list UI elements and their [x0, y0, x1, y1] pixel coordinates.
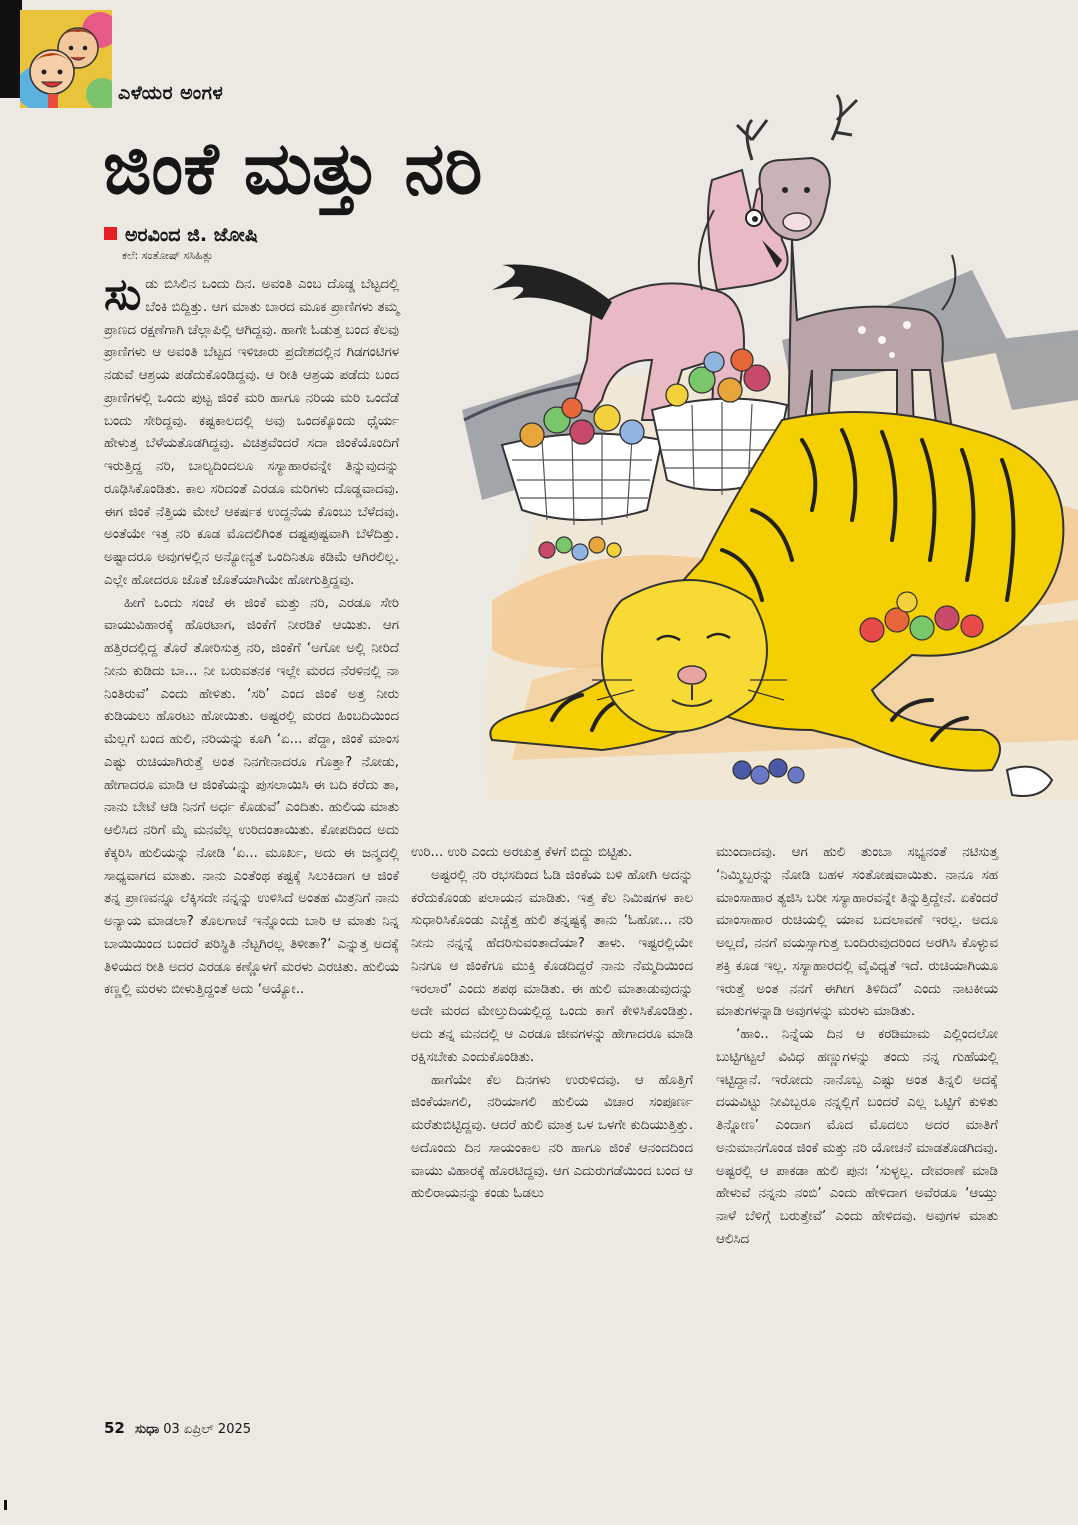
paragraph-1-text: ಡು ಬಿಸಿಲಿನ ಒಂದು ದಿನ. ಅವಂತಿ ಎಂಬ ದೊಡ್ಡ ಬೆಟ್ಟದಲ್ಲಿ ಬೆಂಕಿ ಬಿದ್ದಿತ್ತು. ಆಗ ಮಾತು ಬಾರದ ಮೂಕ ಪ್ರಾಣಿಗಳು ತಮ್ಮ ಪ್ರಾಣದ ರಕ್ಷಣೆಗಾಗಿ ಚೆಲ್ಲಾಪಿಲ್ಲಿ ಆಗಿದ್ದವು. ಹಾಗೇ ಓಡುತ್ತ ಬಂದ ಕೆಲವು ಪ್ರಾಣಿಗಳು ಆ ಅವಂತಿ ಬೆಟ್ಟದ ಇಳಿಜಾರು ಪ್ರದೇಶದಲ್ಲಿನ ಗಿಡಗಂಟಿಗಳ ನಡುವೆ ಆಶ್ರಯ ಪಡೆದುಕೊಂಡಿದ್ದವು. ಆ ರೀತಿ ಆಶ್ರಯ ಪಡೆದು ಬಂದ ಪ್ರಾಣಿಗಳಲ್ಲಿ ಒಂದು ಪುಟ್ಟ ಜಿಂಕೆ ಮರಿ ಹಾಗೂ ನರಿಯ ಮರಿ ಒಂದೆಡೆ ಬಂದು ಸೇರಿದ್ದವು. ಕಷ್ಟಕಾಲದಲ್ಲಿ ಅವು ಒಂದಕ್ಕೊಂದು ಧೈರ್ಯ ಹೇಳುತ್ತ ಬೆಳೆಯತೊಡಗಿದ್ದವು. ವಿಚಿತ್ರವೆಂದರೆ ಸದಾ ಜಿಂಕೆಯೊಂದಿಗೆ ಇರುತ್ತಿದ್ದ ನರಿ, ಬಾಲ್ಯದಿಂದಲೂ ಸಸ್ಯಾಹಾರವನ್ನೇ ತಿನ್ನುವುದನ್ನು ರೂಢಿಸಿಕೊಂಡಿತು. ಕಾಲ ಸರಿದಂತೆ ಎರಡೂ ಮರಿಗಳು ದೊಡ್ಡವಾದವು. ಈಗ ಜಿಂಕೆ ನೆತ್ತಿಯ ಮೇಲೆ ಆಕರ್ಷಕ ಉದ್ದನೆಯ ಕೊಂಬು ಬೆಳೆದವು. ಅಂತೆಯೇ ಇತ್ತ ನರಿ ಕೂಡ ಮೊದಲಿಗಿಂತ ದಷ್ಟಪುಷ್ಟವಾಗಿ ಬೆಳೆದಿತ್ತು. ಅಷ್ಟಾದರೂ ಅವುಗಳಲ್ಲಿನ ಅನ್ಯೋನ್ಯತೆ ಒಂದಿನಿತೂ ಕಡಿಮೆ ಆಗಿರಲಿಲ್ಲ. ಎಲ್ಲೇ ಹೋದರೂ ಜೊತೆ ಜೊತೆಯಾಗಿಯೇ ಹೋಗುತ್ತಿದ್ದವು. [104, 277, 399, 588]
paragraph-1 [104, 269, 399, 593]
paragraph-2: ಹೀಗೆ ಒಂದು ಸಂಜೆ ಈ ಜಿಂಕೆ ಮತ್ತು ನರಿ, ಎರಡೂ ಸೇರಿ ವಾಯುವಿಹಾರಕ್ಕೆ ಹೊರಟಾಗ, ಜಿಂಕೆಗೆ ನೀರಡಿಕೆ ಆಯಿತು. ಆಗ ಹತ್ತಿರದಲ್ಲಿದ್ದ ತೊರೆ ತೋರಿಸುತ್ತ ನರಿ, ಜಿಂಕೆಗೆ ‘ಅಗೋ ಅಲ್ಲಿ ನೀರಿದೆ ನೀನು ಕುಡಿದು ಬಾ... ನೀ ಬರುವತನಕ ಇಲ್ಲೇ ಮರದ ನೆರಳಿನಲ್ಲಿ ನಾ ನಿಂತಿರುವೆ’ ಎಂದು ಹೇಳಿತು. ‘ಸರಿ’ ಎಂದ ಜಿಂಕೆ ಅತ್ತ ನೀರು ಕುಡಿಯಲು ಹೊರಟು ಹೋಯಿತು. ಅಷ್ಟರಲ್ಲಿ ಮರದ ಹಿಂಬದಿಯಿಂದ ಮೆಲ್ಲಗೆ ಬಂದ ಹುಲಿ, ನರಿಯನ್ನು ಕೂಗಿ ‘ಏ... ಪೆದ್ದಾ, ಜಿಂಕೆ ಮಾಂಸ ಎಷ್ಟು ರುಚಿಯಾಗಿರುತ್ತೆ ಅಂತ ನಿನಗೇನಾದರೂ ಗೊತ್ತಾ? ನೋಡು, ಹೇಗಾದರೂ ಮಾಡಿ ಆ ಜಿಂಕೆಯನ್ನು ಪುಸಲಾಯಿಸಿ ಈ ಬದಿ ಕರೆದು ತಾ, ನಾನು ಬೇಟೆ ಆಡಿ ನಿನಗೆ ಅರ್ಧ ಕೊಡುವೆ’ ಎಂದಿತು. ಹುಲಿಯ ಮಾತು ಆಲಿಸಿದ ನರಿಗೆ ಮೈ ಮನವೆಲ್ಲ ಉರಿದಂತಾಯಿತು. ಕೋಪದಿಂದ ಅದು ಕೆಕ್ಕರಿಸಿ ಹುಲಿಯನ್ನು ನೋಡಿ ‘ಏ... ಮೂರ್ಖ, ಅದು ಈ ಜನ್ಮದಲ್ಲಿ ಸಾಧ್ಯವಾಗದ ಮಾತು. ನಾನು ಎಂತೆಂಥ ಕಷ್ಟಕ್ಕೆ ಸಿಲುಕಿದಾಗ ಆ ಜಿಂಕೆ ತನ್ನ ಪ್ರಾಣವನ್ನೂ ಲೆಕ್ಕಿಸದೇ ನನ್ನನ್ನು ಉಳಿಸಿದೆ ಅಂತಹ ಮಿತ್ರನಿಗೆ ನಾನು ಅನ್ಯಾಯ ಮಾಡಲಾ? ತೊಲಗಾಚೆ ಇನ್ನೊಂದು ಬಾರಿ ಆ ಮಾತು ನಿನ್ನ ಬಾಯಿಯಿಂದ ಬಂದರೆ ಪರಿಸ್ಥಿತಿ ನೆಟ್ಟಗಿರಲ್ಲ ತಿಳೀತಾ?’ ಎನ್ನುತ್ತ ಅದಕ್ಕೆ ತಿಳಿಯದ ರೀತಿ ಅದರ ಎರಡೂ ಕಣ್ಣೊಳಗೆ ಮರಳು ಎರಚಿತು. ಹುಲಿಯ ಕಣ್ಣಲ್ಲಿ ಮರಳು ಬೀಳುತ್ತಿದ್ದಂತೆ ಅದು ‘ಅಯ್ಯೋ.. [104, 595, 399, 998]
paragraph-5: ಹಾಗೆಯೇ ಕೆಲ ದಿನಗಳು ಉರುಳಿದವು. ಆ ಹೊತ್ತಿಗೆ ಜಿಂಕೆಯಾಗಲಿ, ನರಿಯಾಗಲಿ ಹುಲಿಯ ವಿಚಾರ ಸಂಪೂರ್ಣ ಮರೆತುಬಿಟ್ಟಿದ್ದವು. ಆದರೆ ಹುಲಿ ಮಾತ್ರ ಒಳ ಒಳಗೇ ಕುದಿಯುತ್ತಿತ್ತು. ಅದೊಂದು ದಿನ ಸಾಯಂಕಾಲ ನರಿ ಹಾಗೂ ಜಿಂಕೆ ಆನಂದದಿಂದ ವಾಯು ವಿಹಾರಕ್ಕೆ ಹೊರಟಿದ್ದವು. ಆಗ ಎದುರುಗಡೆಯಿಂದ ಬಂದ ಆ ಹುಲಿರಾಯನನ್ನು ಕಂಡು ಓಡಲು [411, 1072, 693, 1202]
article-column-1 [104, 269, 399, 1002]
paragraph-7: ‘ಹಾಂ.. ನಿನ್ನೆಯ ದಿನ ಆ ಕರಡಿಮಾಮ ಎಲ್ಲಿಂದಲೋ ಬುಟ್ಟಿಗಟ್ಟಲೆ ವಿವಿಧ ಹಣ್ಣುಗಳನ್ನು ತಂದು ನನ್ನ ಗುಹೆಯಲ್ಲಿ ಇಟ್ಟಿದ್ದಾನೆ. ಇರೋದು ನಾನೊಬ್ಬ ಎಷ್ಟು ಅಂತ ತಿನ್ನಲಿ ಅದಕ್ಕೆ ದಯವಿಟ್ಟು ನೀವಿಬ್ಬರೂ ನನ್ನಲ್ಲಿಗೆ ಬಂದರೆ ಎಲ್ಲ ಒಟ್ಟಿಗೆ ಕುಳಿತು ತಿನ್ನೋಣ’ ಎಂದಾಗ ಮೊದ ಮೊದಲು ಅದರ ಮಾತಿಗೆ ಅನುಮಾನಗೊಂಡ ಜಿಂಕೆ ಮತ್ತು ನರಿ ಯೋಚನೆ ಮಾಡತೊಡಗಿದವು. ಅಷ್ಟರಲ್ಲಿ ಆ ಪಾಕಡಾ ಹುಲಿ ಪುನಃ ‘ಸುಳ್ಳಲ್ಲ. ದೇವರಾಣೆ ಮಾಡಿ ಹೇಳುವೆ ನನ್ನನು ನಂಬಿ’ ಎಂದು ಹೇಳಿದಾಗ ಅವೆರಡೂ ‘ಆಯ್ತು ನಾಳೆ ಬೆಳಿಗ್ಗೆ ಬರುತ್ತೇವೆ’ ಎಂದು ಹೇಳಿದವು. ಅವುಗಳ ಮಾತು ಆಲಿಸಿದ [716, 1027, 998, 1247]
illustration-credit: ಕಲೆ: ಸಂತೋಷ್ ಸಸಿಹಿತ್ಲು [122, 249, 214, 262]
page-number: 52 [104, 1419, 125, 1437]
story-illustration [452, 40, 1078, 840]
paragraph-6: ಮುಂದಾದವು. ಆಗ ಹುಲಿ ತುಂಬಾ ಸಭ್ಯನಂತೆ ನಟಿಸುತ್ತ ‘ನಿಮ್ಮಿಬ್ಬರನ್ನು ನೋಡಿ ಬಹಳ ಸಂತೋಷವಾಯಿತು. ನಾನೂ ಸಹ ಮಾಂಸಾಹಾರ ತ್ಯಜಿಸಿ ಬರೀ ಸಸ್ಯಾಹಾರವನ್ನೇ ತಿನ್ನುತ್ತಿದ್ದೇನೆ. ಏಕೆಂದರೆ ಮಾಂಸಾಹಾರ ರುಚಿಯಲ್ಲಿ ಯಾವ ಬದಲಾವಣೆ ಇರಲ್ಲ. ಅದೂ ಅಲ್ಲದೆ, ನನಗೆ ವಯಸ್ಸಾಗುತ್ತ ಬಂದಿರುವುದರಿಂದ ಅರಗಿಸಿ ಕೊಳ್ಳುವ ಶಕ್ತಿ ಕೂಡ ಇಲ್ಲ. ಸಸ್ಯಾಹಾರದಲ್ಲಿ ವೈವಿಧ್ಯತೆ ಇದೆ. ರುಚಿಯಾಗಿಯೂ ಇರುತ್ತೆ ಅಂತ ನನಗೆ ಈಗೀಗ ತಿಳಿದಿದೆ’ ಎಂದು ನಾಟಕೀಯ ಮಾತುಗಳನ್ನಾಡಿ ಅವುಗಳನ್ನು ಮರಳು ಮಾಡಿತು. [716, 845, 998, 1020]
issue-date: 03 ಏಪ್ರಿಲ್ 2025 [163, 1422, 252, 1437]
magazine-name: ಸುಧಾ [135, 1422, 160, 1437]
paragraph-3: ಉರಿ... ಉರಿ ಎಂದು ಅರಚುತ್ತ ಕೆಳಗೆ ಬಿದ್ದು ಬಿಟ್ಟಿತು. [411, 845, 633, 860]
page-footer [104, 1419, 251, 1437]
article-column-3 [716, 842, 998, 1252]
section-label: ಎಳೆಯರ ಅಂಗಳ [118, 82, 224, 104]
author-line [104, 224, 258, 246]
author-name: ಅರವಿಂದ ಜಿ. ಜೋಷಿ [125, 224, 258, 246]
section-kids-logo [20, 10, 112, 108]
article-title: ಜಿಂಕೆ ಮತ್ತು ನರಿ [103, 126, 483, 210]
page-edge-mark [4, 1500, 7, 1510]
paragraph-4: ಅಷ್ಟರಲ್ಲಿ ನರಿ ರಭಸದಿಂದ ಓಡಿ ಜಿಂಕೆಯ ಬಳಿ ಹೋಗಿ ಅದನ್ನು ಕರೆದುಕೊಂಡು ಪಲಾಯನ ಮಾಡಿತು. ಇತ್ತ ಕೆಲ ನಿಮಿಷಗಳ ಕಾಲ ಸುಧಾರಿಸಿಕೊಂಡು ಎಚ್ಚೆತ್ತ ಹುಲಿ ತನ್ನಷ್ಟಕ್ಕೆ ತಾನು ‘ಓಹೋ... ನರಿ ನೀನು ನನ್ನನ್ನೆ ಹೆದರಿಸುವಂತಾದೆಯಾ? ತಾಳು. ಇಷ್ಟರಲ್ಲಿಯೇ ನಿನಗೂ ಆ ಜಿಂಕೆಗೂ ಮುಕ್ತಿ ಕೊಡದಿದ್ದರೆ ನಾನು ನೆಮ್ಮದಿಯಿಂದ ಇರಲಾರೆ’ ಎಂದು ಶಪಥ ಮಾಡಿತು. ಈ ಹುಲಿ ಮಾತಾಡುವುದನ್ನು ಅದೇ ಮರದ ಮೇಲ್ತುದಿಯಲ್ಲಿದ್ದ ಒಂದು ಕಾಗೆ ಕೇಳಿಸಿಕೊಂಡಿತ್ತು. ಅದು ತನ್ನ ಮನದಲ್ಲಿ ಆ ಎರಡೂ ಜೀವಗಳನ್ನು ಹೇಗಾದರೂ ಮಾಡಿ ರಕ್ಷಿಸಬೇಕು ಎಂದುಕೊಂಡಿತು. [411, 867, 693, 1065]
drop-cap: ಸು [104, 269, 142, 320]
article-column-2 [411, 842, 693, 1206]
page-corner-bar [0, 0, 22, 98]
red-square-icon [104, 227, 117, 240]
